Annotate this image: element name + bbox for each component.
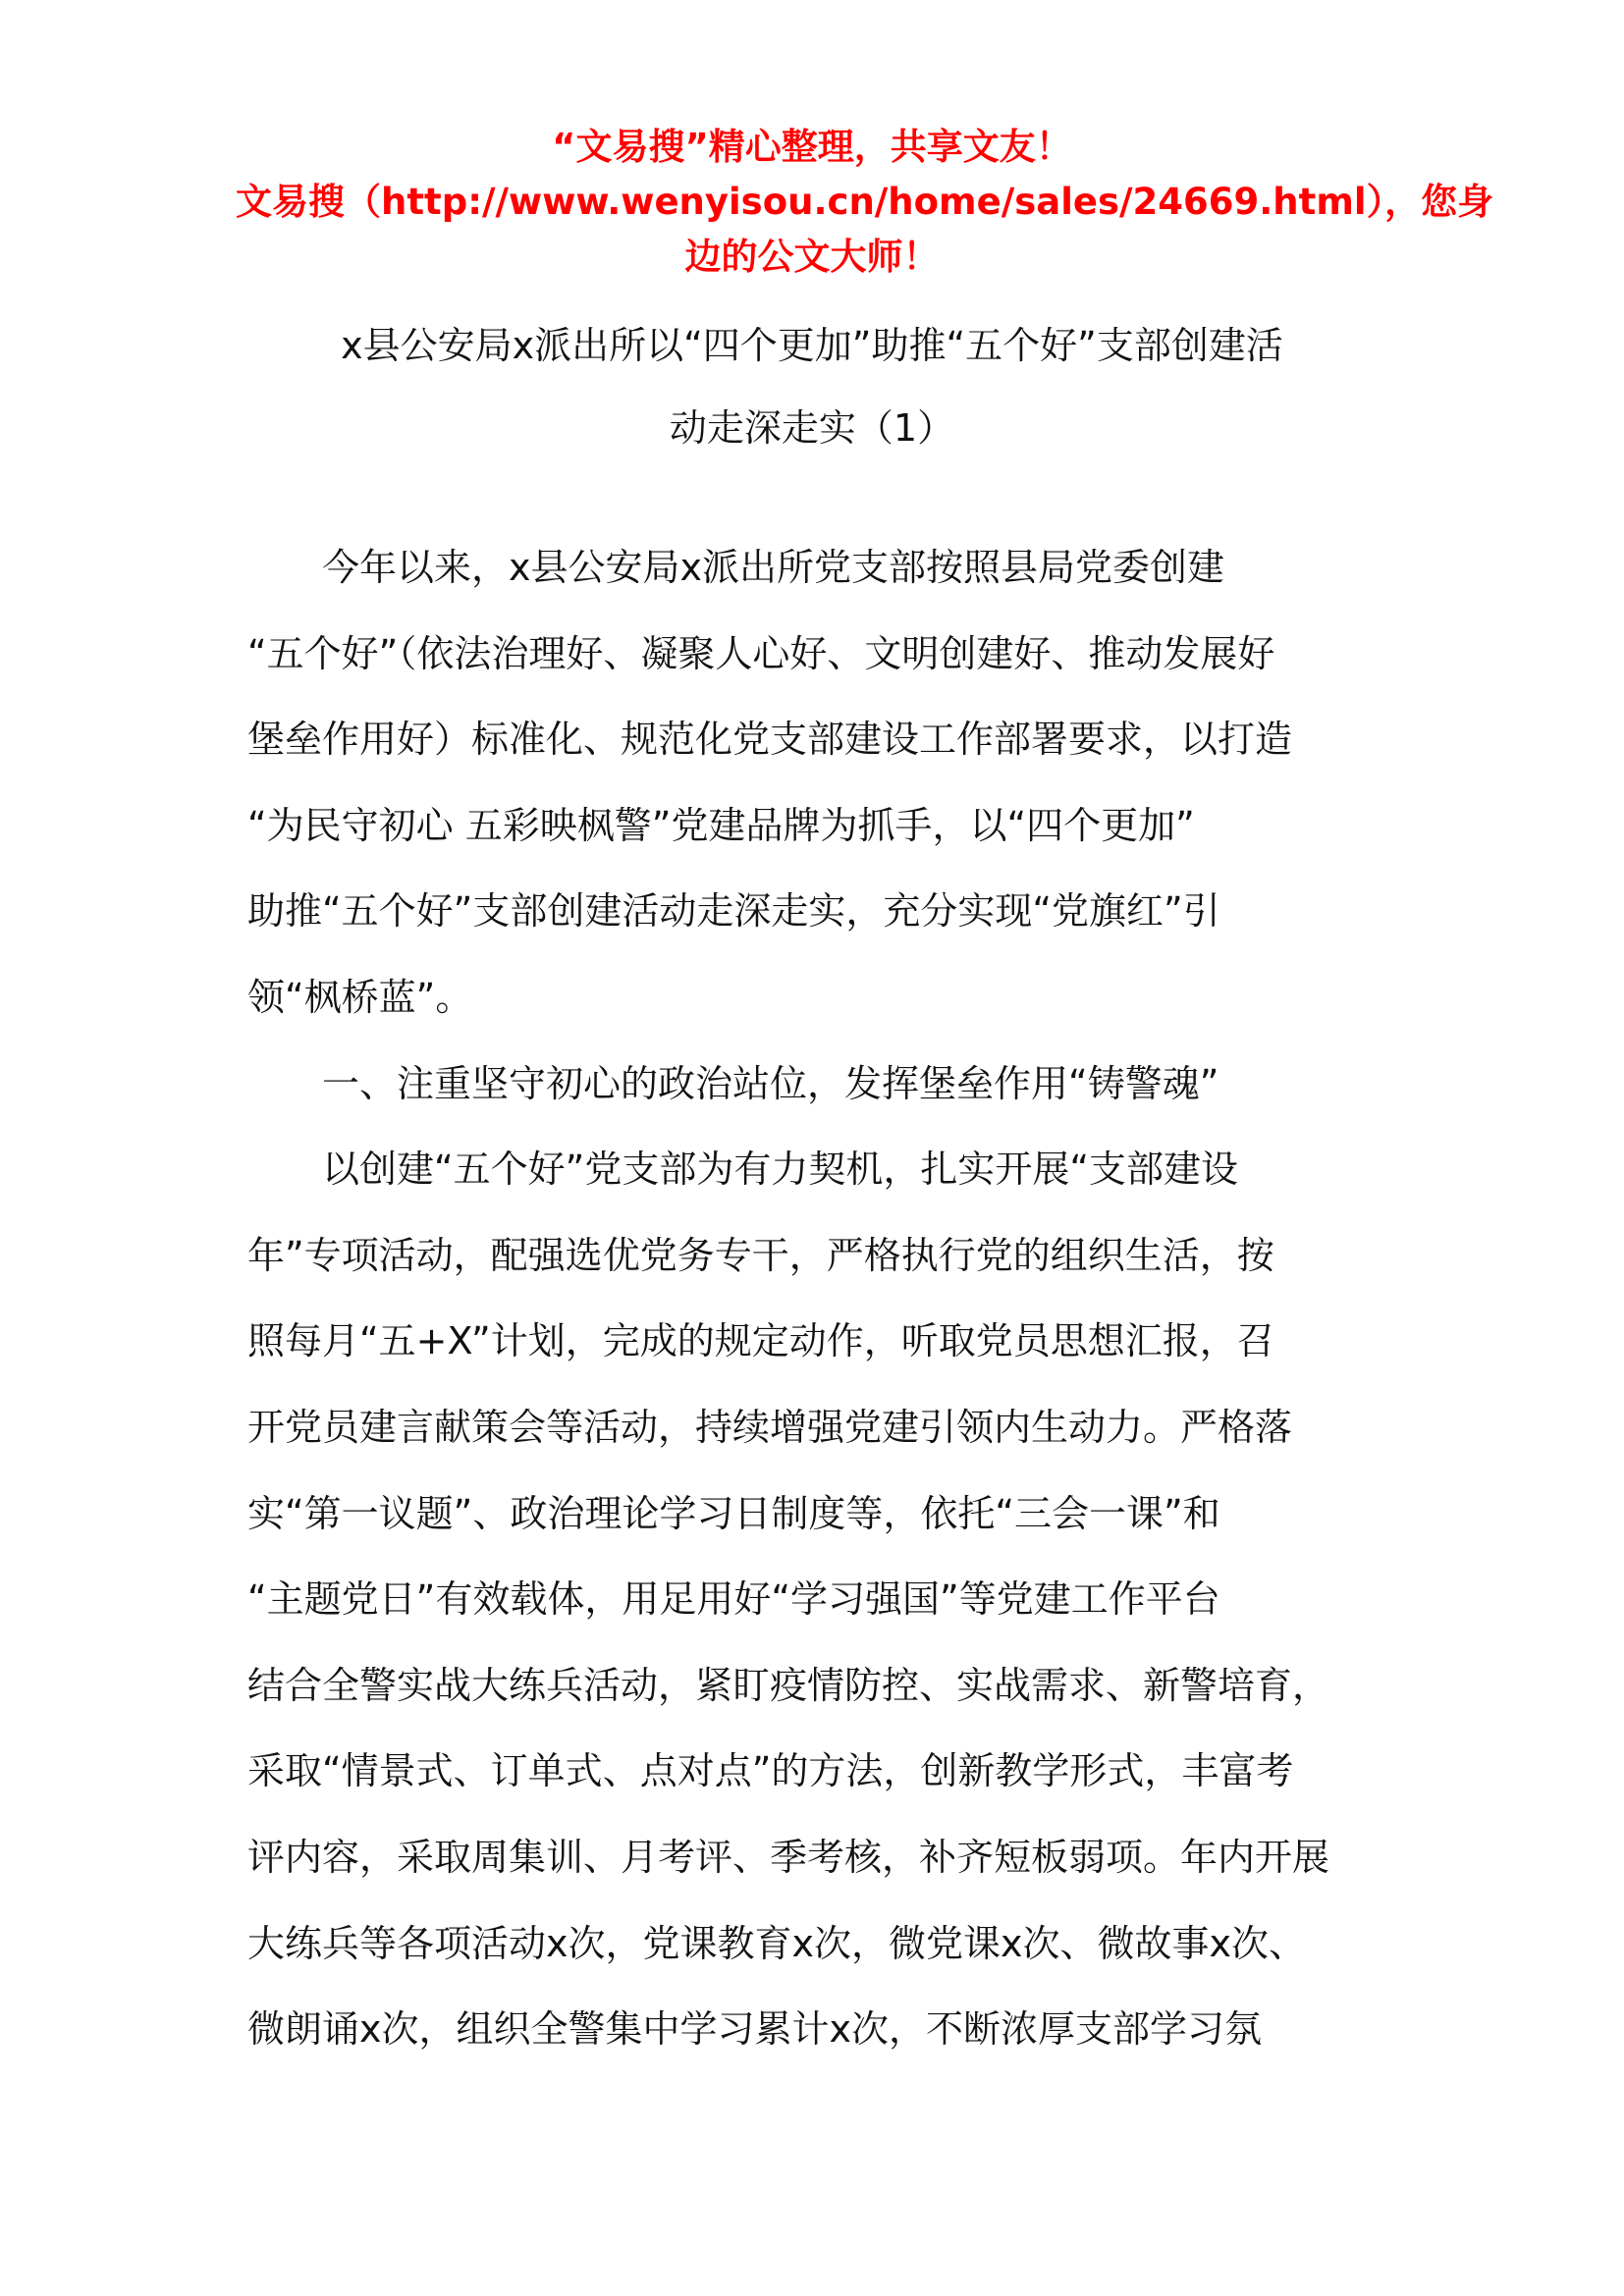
body-line: 微朗诵x次，组织全警集中学习累计x次，不断浓厚支部学习氛 — [247, 2007, 1262, 2052]
banner-line-1: “文易搜”精心整理，共享文友！ — [552, 126, 1072, 168]
body-line: 开党员建言献策会等活动，持续增强党建引领内生动力。严格落 — [247, 1405, 1293, 1449]
body-line: 领“枫桥蓝”。 — [247, 975, 473, 1019]
banner-line-2: 文易搜（http://www.wenyisou.cn/home/sales/24669.html），您身 — [236, 181, 1494, 223]
body-line: “主题党日”有效载体，用足用好“学习强国”等党建工作平台 — [247, 1577, 1220, 1622]
body-line: 结合全警实战大练兵活动，紧盯疫情防控、实战需求、新警培育， — [247, 1663, 1330, 1707]
body-line: 今年以来，x县公安局x派出所党支部按照县局党委创建 — [322, 546, 1224, 589]
body-line: 以创建“五个好”党支部为有力契机，扎实开展“支部建设 — [322, 1148, 1239, 1192]
document-title — [236, 304, 1388, 469]
title-line-1: x县公安局x派出所以“四个更加”助推“五个好”支部创建活 — [341, 324, 1283, 367]
banner-line-3: 边的公文大师！ — [684, 236, 940, 278]
section-heading: 一、注重坚守初心的政治站位，发挥堡垒作用“铸警魂” — [322, 1061, 1219, 1105]
title-line-2: 动走深走实（1） — [669, 406, 955, 450]
body-line: 大练兵等各项活动x次，党课教育x次，微党课x次、微故事x次、 — [247, 1921, 1306, 1965]
body-line: “为民守初心 五彩映枫警”党建品牌为抓手，以“四个更加” — [247, 803, 1195, 847]
body-line: 评内容，采取周集训、月考评、季考核，补齐短板弱项。年内开展 — [247, 1835, 1330, 1879]
body-line: 助推“五个好”支部创建活动走深走实，充分实现“党旗红”引 — [247, 889, 1220, 934]
body-line: “五个好”（依法治理好、凝聚人心好、文明创建好、推动发展好 — [247, 631, 1275, 675]
body-line: 年”专项活动，配强选优党务专干，严格执行党的组织生活，按 — [247, 1233, 1274, 1277]
promo-banner — [236, 120, 1494, 285]
body-line: 堡垒作用好）标准化、规范化党支部建设工作部署要求，以打造 — [247, 718, 1293, 762]
body-line: 实“第一议题”、政治理论学习日制度等，依托“三会一课”和 — [247, 1491, 1220, 1535]
body-line: 照每月“五+X”计划，完成的规定动作，听取党员思想汇报，召 — [247, 1319, 1274, 1363]
body-line: 采取“情景式、订单式、点对点”的方法，创新教学形式，丰富考 — [247, 1749, 1294, 1793]
document-body — [247, 525, 1386, 2073]
